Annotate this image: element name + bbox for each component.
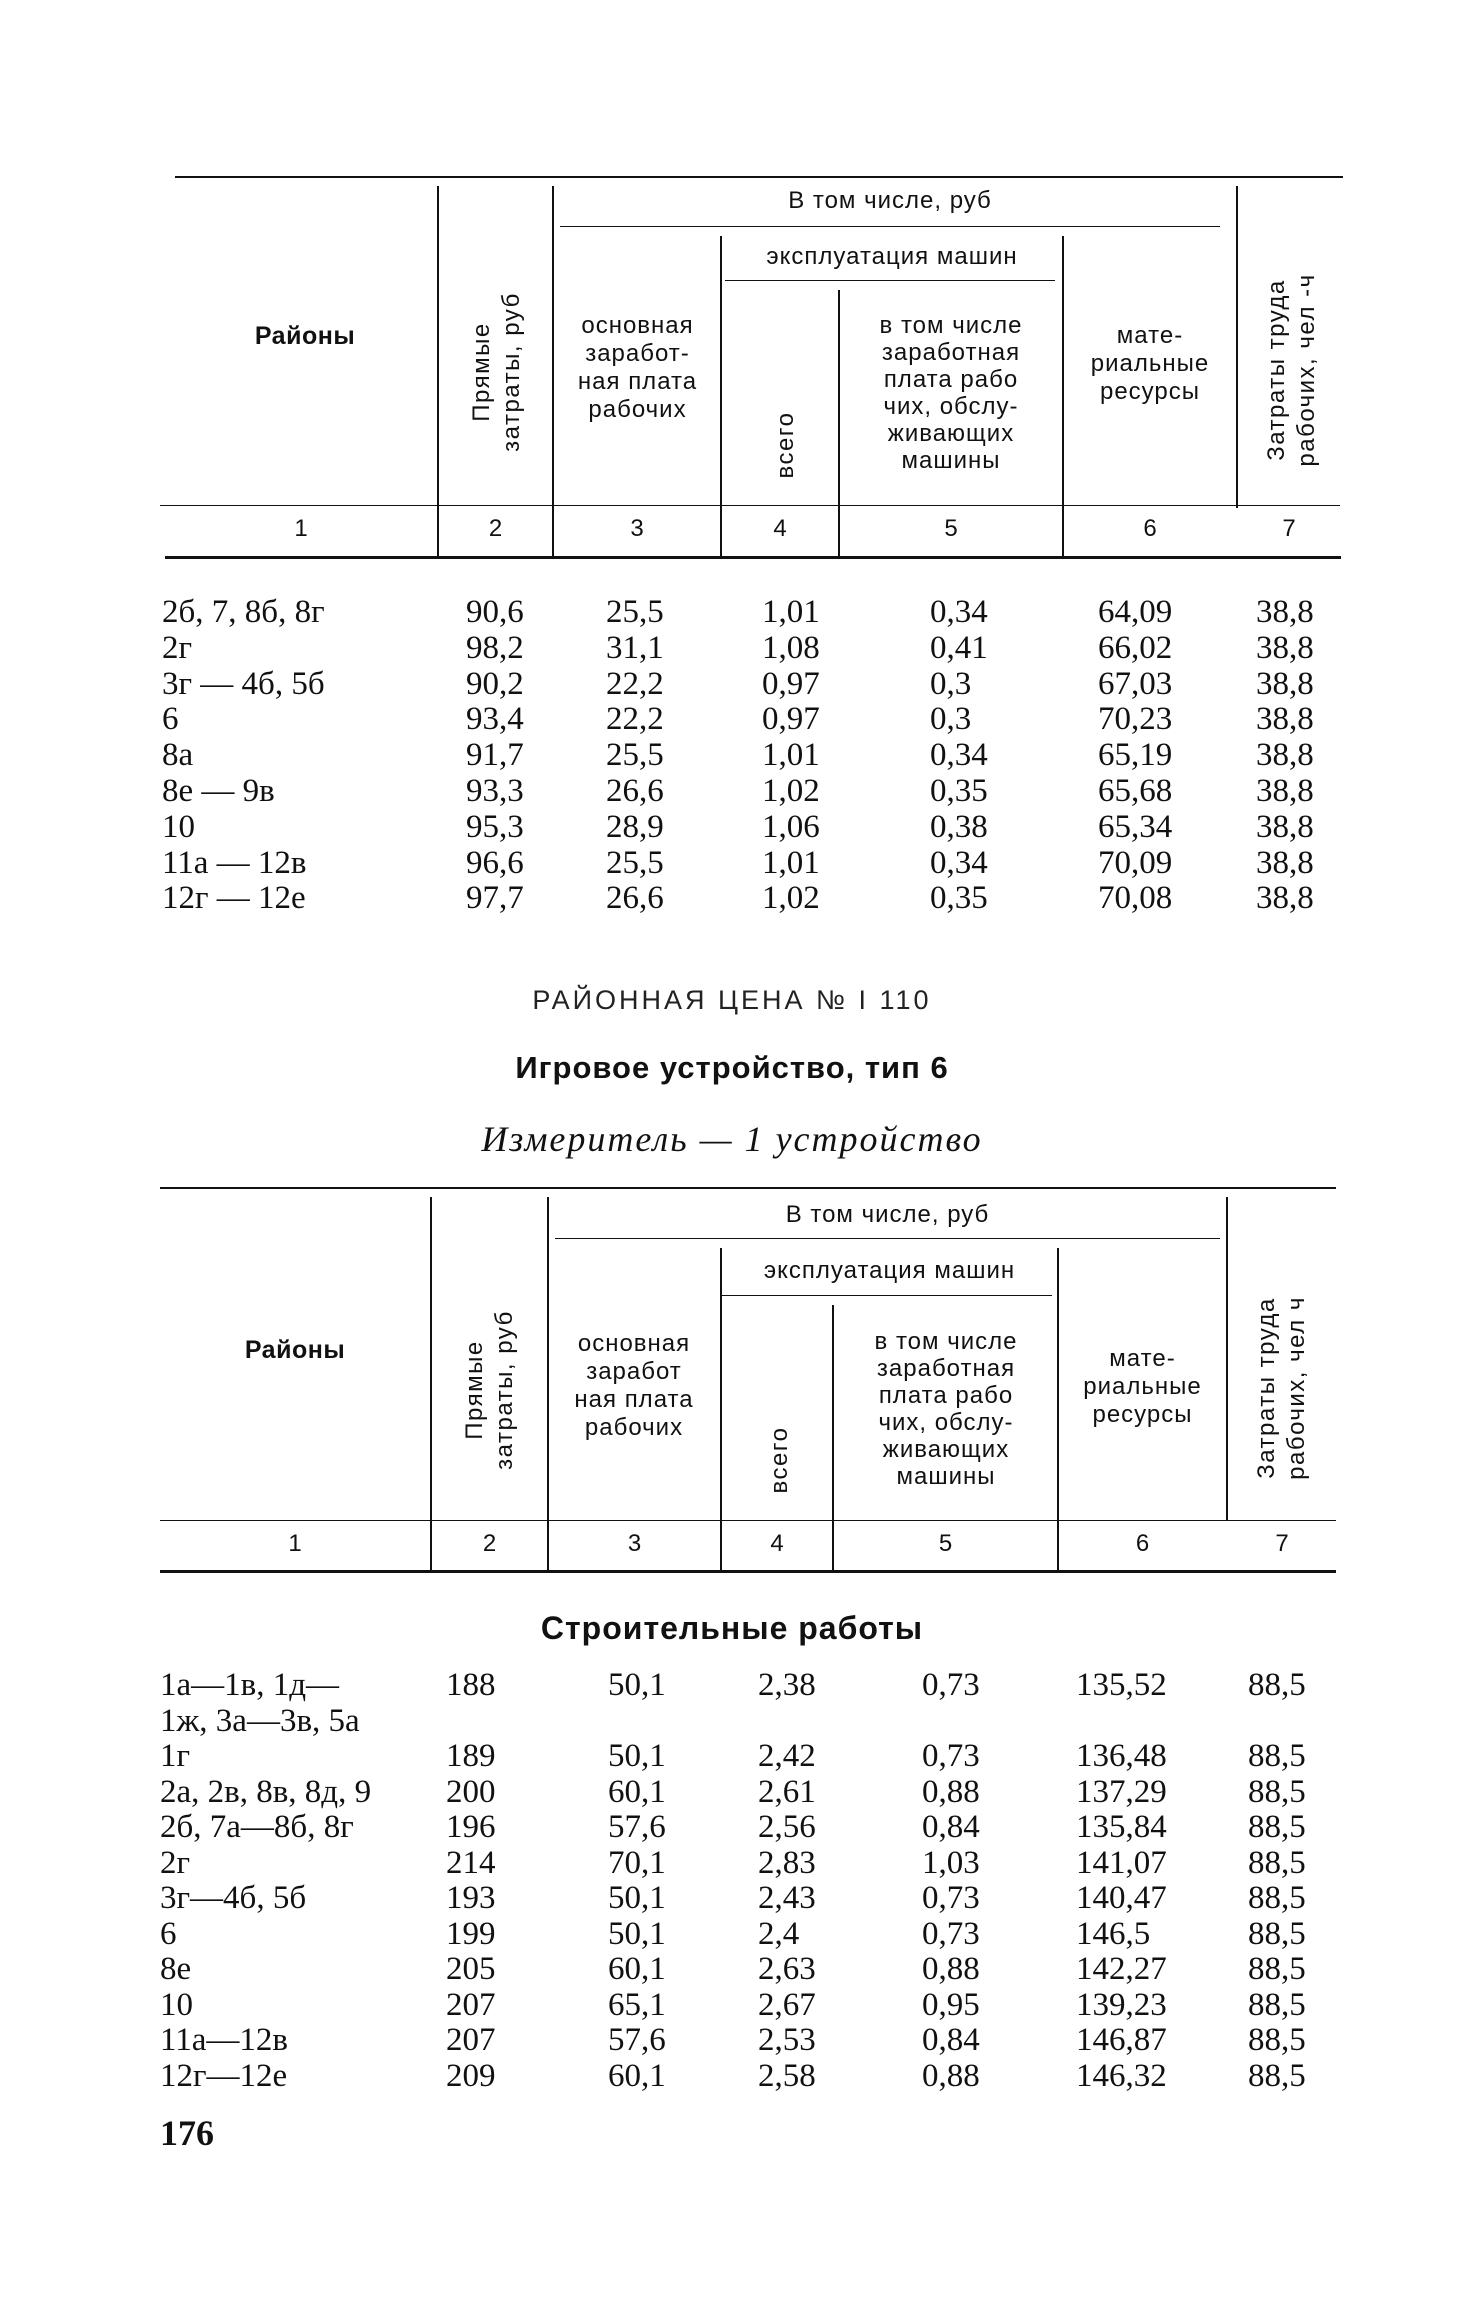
header-regions: Районы <box>244 1336 346 1364</box>
cell-value: 70,08 <box>1098 880 1173 917</box>
cell-value: 65,1 <box>608 1986 666 2023</box>
cell-value: 1,01 <box>762 737 820 774</box>
cell-value: 0,3 <box>930 701 972 738</box>
cell-value: 1,08 <box>762 629 820 666</box>
cell-value: 0,88 <box>922 1773 980 1810</box>
cell-value: 2,58 <box>758 2057 816 2094</box>
table-row <box>0 1738 1484 1774</box>
cell-value: 0,73 <box>922 1880 980 1916</box>
rule <box>430 1197 432 1572</box>
cell-value: 0,88 <box>922 2057 980 2094</box>
cell-value: 136,48 <box>1076 1738 1167 1774</box>
header-including: В том числе, руб <box>785 1201 990 1228</box>
rule <box>1236 186 1238 508</box>
header-materials: мате- риальные ресурсы <box>1083 1345 1202 1428</box>
cell-value: 142,27 <box>1076 1951 1167 1987</box>
cell-value: 65,19 <box>1098 737 1173 774</box>
table-row <box>0 880 1484 916</box>
cell-value: 65,34 <box>1098 808 1173 845</box>
cell-value: 93,3 <box>466 773 524 809</box>
table-row <box>0 1703 1484 1739</box>
cell-value: 141,07 <box>1076 1844 1167 1881</box>
cell-value: 214 <box>446 1844 496 1881</box>
cell-value: 200 <box>446 1773 496 1810</box>
cell-value: 96,6 <box>466 844 524 881</box>
cell-value: 1,01 <box>762 844 820 881</box>
cell-value: 50,1 <box>608 1667 666 1703</box>
cell-region: 1а—1в, 1д— <box>160 1667 340 1703</box>
rule <box>160 1570 1336 1573</box>
cell-value: 207 <box>446 1986 496 2023</box>
cell-value: 146,32 <box>1076 2057 1167 2094</box>
cell-value: 57,6 <box>608 2022 666 2058</box>
rule <box>722 1295 1052 1296</box>
header-labor: Затраты труда рабочих, чел -ч <box>1263 273 1320 467</box>
cell-value: 2,53 <box>758 2022 816 2058</box>
cell-value: 25,5 <box>606 594 664 630</box>
cell-region: 2б, 7а—8б, 8г <box>160 1809 354 1845</box>
cell-value: 57,6 <box>608 1809 666 1845</box>
rule <box>552 186 554 558</box>
table-row <box>0 701 1484 737</box>
header-machines-total: всего <box>772 411 799 479</box>
table-row <box>0 1916 1484 1952</box>
rule <box>175 176 1343 178</box>
cell-region: 2г <box>162 629 193 666</box>
table-row <box>0 809 1484 845</box>
cell-region: 8е — 9в <box>162 773 275 809</box>
cell-value: 88,5 <box>1248 1915 1306 1952</box>
cell-value: 95,3 <box>466 808 524 845</box>
rule <box>555 1238 1220 1239</box>
table-row <box>0 1987 1484 2023</box>
cell-value: 38,8 <box>1256 594 1314 630</box>
cell-value: 26,6 <box>606 880 664 917</box>
cell-value: 0,35 <box>930 880 988 917</box>
cell-region: 12г — 12е <box>162 880 306 917</box>
table-row <box>0 594 1484 630</box>
cell-value: 50,1 <box>608 1738 666 1774</box>
cell-value: 2,38 <box>758 1667 816 1703</box>
cell-value: 38,8 <box>1256 665 1314 702</box>
cell-value: 67,03 <box>1098 665 1173 702</box>
table2-subtitle: Строительные работы <box>540 1610 924 1646</box>
cell-value: 2,61 <box>758 1773 816 1810</box>
cell-value: 1,02 <box>762 880 820 917</box>
table-row <box>0 773 1484 809</box>
cell-value: 31,1 <box>606 629 664 666</box>
cell-value: 93,4 <box>466 701 524 738</box>
rule <box>160 1187 1336 1189</box>
cell-value: 22,2 <box>606 665 664 702</box>
header-machines-total: всего <box>766 1426 793 1494</box>
cell-value: 140,47 <box>1076 1880 1167 1916</box>
rule <box>437 186 439 558</box>
cell-value: 2,67 <box>758 1986 816 2023</box>
table-row <box>0 1845 1484 1881</box>
cell-value: 135,84 <box>1076 1809 1167 1845</box>
rule <box>547 1197 549 1572</box>
header-wages: основная заработ- ная плата рабочих <box>577 312 698 423</box>
rule <box>560 226 1220 227</box>
cell-value: 0,97 <box>762 701 820 738</box>
cell-value: 25,5 <box>606 737 664 774</box>
cell-value: 0,95 <box>922 1986 980 2023</box>
header-labor: Затраты труда рабочих, чел ч <box>1253 1296 1310 1480</box>
cell-value: 60,1 <box>608 1951 666 1987</box>
table-row <box>0 630 1484 666</box>
cell-value: 38,8 <box>1256 737 1314 774</box>
cell-value: 88,5 <box>1248 1986 1306 2023</box>
cell-value: 88,5 <box>1248 1951 1306 1987</box>
cell-region: 8а <box>162 737 194 774</box>
header-machines: эксплуатация машин <box>763 1257 1016 1284</box>
cell-value: 65,68 <box>1098 773 1173 809</box>
table-row <box>0 1809 1484 1845</box>
cell-value: 146,87 <box>1076 2022 1167 2058</box>
cell-value: 0,73 <box>922 1738 980 1774</box>
cell-value: 66,02 <box>1098 629 1173 666</box>
cell-value: 70,09 <box>1098 844 1173 881</box>
cell-region: 10 <box>160 1986 193 2023</box>
rule <box>720 1248 722 1572</box>
rule <box>165 556 1341 559</box>
cell-value: 193 <box>446 1880 496 1916</box>
cell-region: 11а — 12в <box>162 844 307 881</box>
cell-value: 146,5 <box>1076 1915 1151 1952</box>
table-row <box>0 845 1484 881</box>
cell-region: 3г — 4б, 5б <box>162 665 325 702</box>
cell-value: 88,5 <box>1248 1880 1306 1916</box>
header-direct-costs: Прямые затраты, руб <box>461 1310 518 1470</box>
header-machines: эксплуатация машин <box>766 243 1018 270</box>
table-row <box>0 1774 1484 1810</box>
cell-value: 0,84 <box>922 2022 980 2058</box>
cell-value: 0,34 <box>930 844 988 881</box>
cell-region: 12г—12е <box>160 2057 288 2094</box>
cell-value: 209 <box>446 2057 496 2094</box>
cell-region: 6 <box>162 701 179 738</box>
cell-region: 8е <box>160 1951 192 1987</box>
cell-value: 2,83 <box>758 1844 816 1881</box>
cell-region: 3г—4б, 5б <box>160 1880 307 1916</box>
cell-value: 88,5 <box>1248 1667 1306 1703</box>
cell-region: 6 <box>160 1915 177 1952</box>
cell-value: 0,41 <box>930 629 988 666</box>
cell-value: 1,01 <box>762 594 820 630</box>
price-title: РАЙОННАЯ ЦЕНА № I 110 <box>532 985 932 1015</box>
cell-value: 38,8 <box>1256 773 1314 809</box>
rule <box>1226 1197 1228 1521</box>
cell-value: 70,1 <box>608 1844 666 1881</box>
cell-value: 38,8 <box>1256 629 1314 666</box>
cell-value: 97,7 <box>466 880 524 917</box>
rule <box>1057 1248 1059 1572</box>
cell-region: 2б, 7, 8б, 8г <box>162 594 325 630</box>
cell-region: 11а—12в <box>160 2022 289 2058</box>
cell-value: 60,1 <box>608 2057 666 2094</box>
cell-value: 90,6 <box>466 594 524 630</box>
table-row <box>0 2022 1484 2058</box>
header-machines-wages: в том числе заработная плата рабо чих, обслу- живающих машины <box>879 312 1023 474</box>
cell-value: 70,23 <box>1098 701 1173 738</box>
cell-value: 196 <box>446 1809 496 1845</box>
cell-value: 22,2 <box>606 701 664 738</box>
cell-value: 64,09 <box>1098 594 1173 630</box>
measure-caption: Измеритель — 1 устройство <box>481 1119 983 1159</box>
header-machines-wages: в том числе заработная плата рабо чих, обслу- живающих машины <box>874 1328 1018 1490</box>
item-title: Игровое устройство, тип 6 <box>515 1050 949 1085</box>
cell-value: 135,52 <box>1076 1667 1167 1703</box>
cell-value: 207 <box>446 2022 496 2058</box>
cell-value: 28,9 <box>606 808 664 845</box>
table-row <box>0 2058 1484 2094</box>
cell-value: 88,5 <box>1248 2022 1306 2058</box>
cell-value: 50,1 <box>608 1915 666 1952</box>
cell-region: 2г <box>160 1844 191 1881</box>
cell-value: 0,84 <box>922 1809 980 1845</box>
cell-value: 38,8 <box>1256 844 1314 881</box>
cell-value: 90,2 <box>466 665 524 702</box>
header-wages: основная заработ ная плата рабочих <box>574 1330 694 1441</box>
cell-value: 0,34 <box>930 594 988 630</box>
table-row <box>0 1667 1484 1703</box>
table-row <box>0 1951 1484 1987</box>
cell-value: 88,5 <box>1248 1809 1306 1845</box>
cell-value: 137,29 <box>1076 1773 1167 1810</box>
cell-value: 88,5 <box>1248 1738 1306 1774</box>
cell-value: 2,42 <box>758 1738 816 1774</box>
page-number: 176 <box>160 2113 214 2153</box>
cell-value: 0,73 <box>922 1915 980 1952</box>
cell-value: 0,34 <box>930 737 988 774</box>
cell-value: 38,8 <box>1256 808 1314 845</box>
header-direct-costs: Прямые затраты, руб <box>468 292 525 452</box>
cell-value: 0,38 <box>930 808 988 845</box>
rule <box>1062 236 1064 558</box>
cell-value: 205 <box>446 1951 496 1987</box>
cell-value: 98,2 <box>466 629 524 666</box>
rule <box>160 505 1340 506</box>
cell-value: 0,97 <box>762 665 820 702</box>
table-row <box>0 737 1484 773</box>
rule <box>720 236 722 558</box>
cell-value: 60,1 <box>608 1773 666 1810</box>
cell-value: 0,35 <box>930 773 988 809</box>
cell-value: 25,5 <box>606 844 664 881</box>
cell-value: 38,8 <box>1256 880 1314 917</box>
cell-value: 91,7 <box>466 737 524 774</box>
cell-value: 50,1 <box>608 1880 666 1916</box>
cell-value: 189 <box>446 1738 496 1774</box>
cell-value: 0,88 <box>922 1951 980 1987</box>
cell-value: 188 <box>446 1667 496 1703</box>
cell-value: 1,06 <box>762 808 820 845</box>
cell-region: 2а, 2в, 8в, 8д, 9 <box>160 1773 372 1810</box>
table-row <box>0 1880 1484 1916</box>
cell-value: 1,03 <box>922 1844 980 1881</box>
cell-value: 2,56 <box>758 1809 816 1845</box>
cell-value: 88,5 <box>1248 1773 1306 1810</box>
cell-value: 38,8 <box>1256 701 1314 738</box>
cell-value: 139,23 <box>1076 1986 1167 2023</box>
table-row <box>0 666 1484 702</box>
cell-value: 199 <box>446 1915 496 1952</box>
cell-region: 10 <box>162 808 195 845</box>
cell-value: 1,02 <box>762 773 820 809</box>
cell-value: 88,5 <box>1248 2057 1306 2094</box>
header-regions: Районы <box>254 322 356 350</box>
cell-region: 1ж, 3а—3в, 5а <box>160 1702 360 1739</box>
rule <box>725 280 1055 281</box>
cell-value: 0,3 <box>930 665 972 702</box>
cell-value: 88,5 <box>1248 1844 1306 1881</box>
cell-value: 0,73 <box>922 1667 980 1703</box>
rule <box>160 1520 1336 1521</box>
header-including: В том числе, руб <box>788 187 992 214</box>
cell-value: 2,63 <box>758 1951 816 1987</box>
header-materials: мате- риальные ресурсы <box>1090 322 1210 405</box>
cell-region: 1г <box>160 1738 191 1774</box>
cell-value: 2,43 <box>758 1880 816 1916</box>
cell-value: 26,6 <box>606 773 664 809</box>
cell-value: 2,4 <box>758 1915 800 1952</box>
